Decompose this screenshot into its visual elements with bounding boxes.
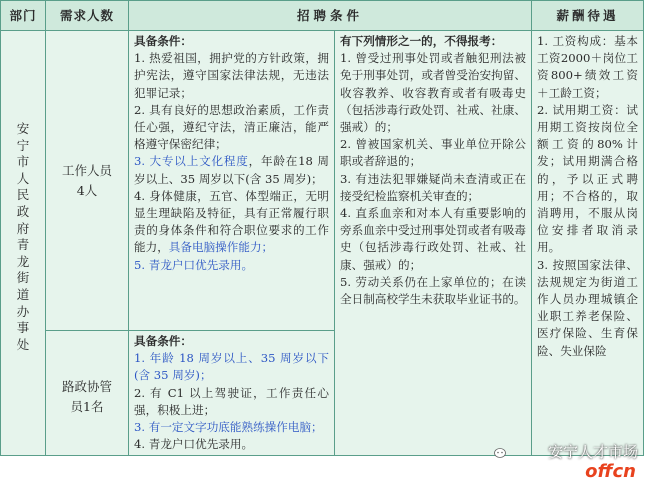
exclusion-item: 2. 曾被国家机关、事业单位开除公职或者辞退的； xyxy=(340,137,526,169)
req-item: 4. 身体健康，五官、体型端正，无明显生理缺陷及特征，具有正常履行职责的身体条件和符合职位要求的工作能力，具备电脑操作能力； xyxy=(134,188,329,255)
req-item: 1. 年龄 18 周岁以上、35 周岁以下(含 35 周岁)； xyxy=(134,351,329,383)
req-item: 3. 有一定文字功底能熟练操作电脑； xyxy=(134,420,323,435)
wechat-icon xyxy=(494,448,508,460)
exclusion-item: 5. 劳动关系仍在上家单位的；在读全日制高校学生未获取毕业证书的。 xyxy=(340,274,526,307)
req-item: 3. 大专以上文化程度，年龄在18 周岁以上、35 周岁以下(含 35 周岁)； xyxy=(134,154,329,186)
req-item: 5. 青龙户口优先录用。 xyxy=(134,257,254,272)
requirements-1 xyxy=(128,30,335,331)
req-item: 1. 热爱祖国，拥护党的方针政策，拥护宪法，遵守国家法律法规，无违法犯罪记录； xyxy=(134,51,329,100)
header-dept: 部门 xyxy=(0,0,46,31)
header-conditions: 招聘条件 xyxy=(128,0,532,31)
exclusion-item: 1. 曾受过刑事处罚或者触犯刑法被免于刑事处罚，或者曾受治安拘留、收容教养、收容教育或者有吸毒史（包括涉毒行政处罚、社戒、社康、强戒）的； xyxy=(340,51,526,135)
position-name: 路政协管员1名 xyxy=(61,379,112,414)
req-title: 具备条件： xyxy=(134,34,192,48)
salary-cell xyxy=(531,30,644,456)
salary-item: 3. 按照国家法律、法规规定为街道工作人员办理城镇企业职工养老保险、医疗保险、生育保险、失业保险 xyxy=(537,257,638,358)
dept-cell xyxy=(0,30,46,456)
exclusions-cell xyxy=(334,30,532,456)
salary-item: 2. 试用期工资：试用期工资按岗位全额工资的80%计发；试用期满合格的，予以正式聘用；不合格的，取消聘用，不服从岗位安排者取消录用。 xyxy=(537,102,638,255)
header-salary: 薪酬待遇 xyxy=(531,0,644,31)
exclusions-title: 有下列情形之一的，不得报考： xyxy=(340,34,503,48)
exclusion-item: 3. 有违法犯罪嫌疑尚未查清或正在接受纪检监察机关审查的； xyxy=(340,171,526,203)
position-name: 工作人员4人 xyxy=(61,163,112,198)
exclusion-item: 4. 直系血亲和对本人有重要影响的旁系血亲中受过刑事处罚或者有吸毒史（包括涉毒行政处罚、社戒、社康、强戒）的； xyxy=(340,206,526,272)
position-cell-1 xyxy=(45,30,129,331)
position-cell-2 xyxy=(45,330,129,456)
salary-item: 1. 工资构成：基本工资2000＋岗位工资800+绩效工资＋工龄工资； xyxy=(537,34,638,100)
req-title: 具备条件： xyxy=(134,334,192,348)
req-item: 4. 青龙户口优先录用。 xyxy=(134,437,254,452)
req-item: 2. 有 C1 以上驾驶证，工作责任心强，积极上进； xyxy=(134,385,329,417)
header-quota: 需求人数 xyxy=(45,0,129,31)
watermark-text: 安宁人才市场 xyxy=(547,443,638,461)
req-item: 2. 具有良好的思想政治素质，工作责任心强，遵纪守法，清正廉洁，能严格遵守保密纪律； xyxy=(134,102,329,152)
offcn-logo: offcn xyxy=(585,461,636,482)
requirements-2 xyxy=(128,330,335,456)
dept-name: 安宁市人民政府青龙街道办事处 xyxy=(16,121,30,352)
